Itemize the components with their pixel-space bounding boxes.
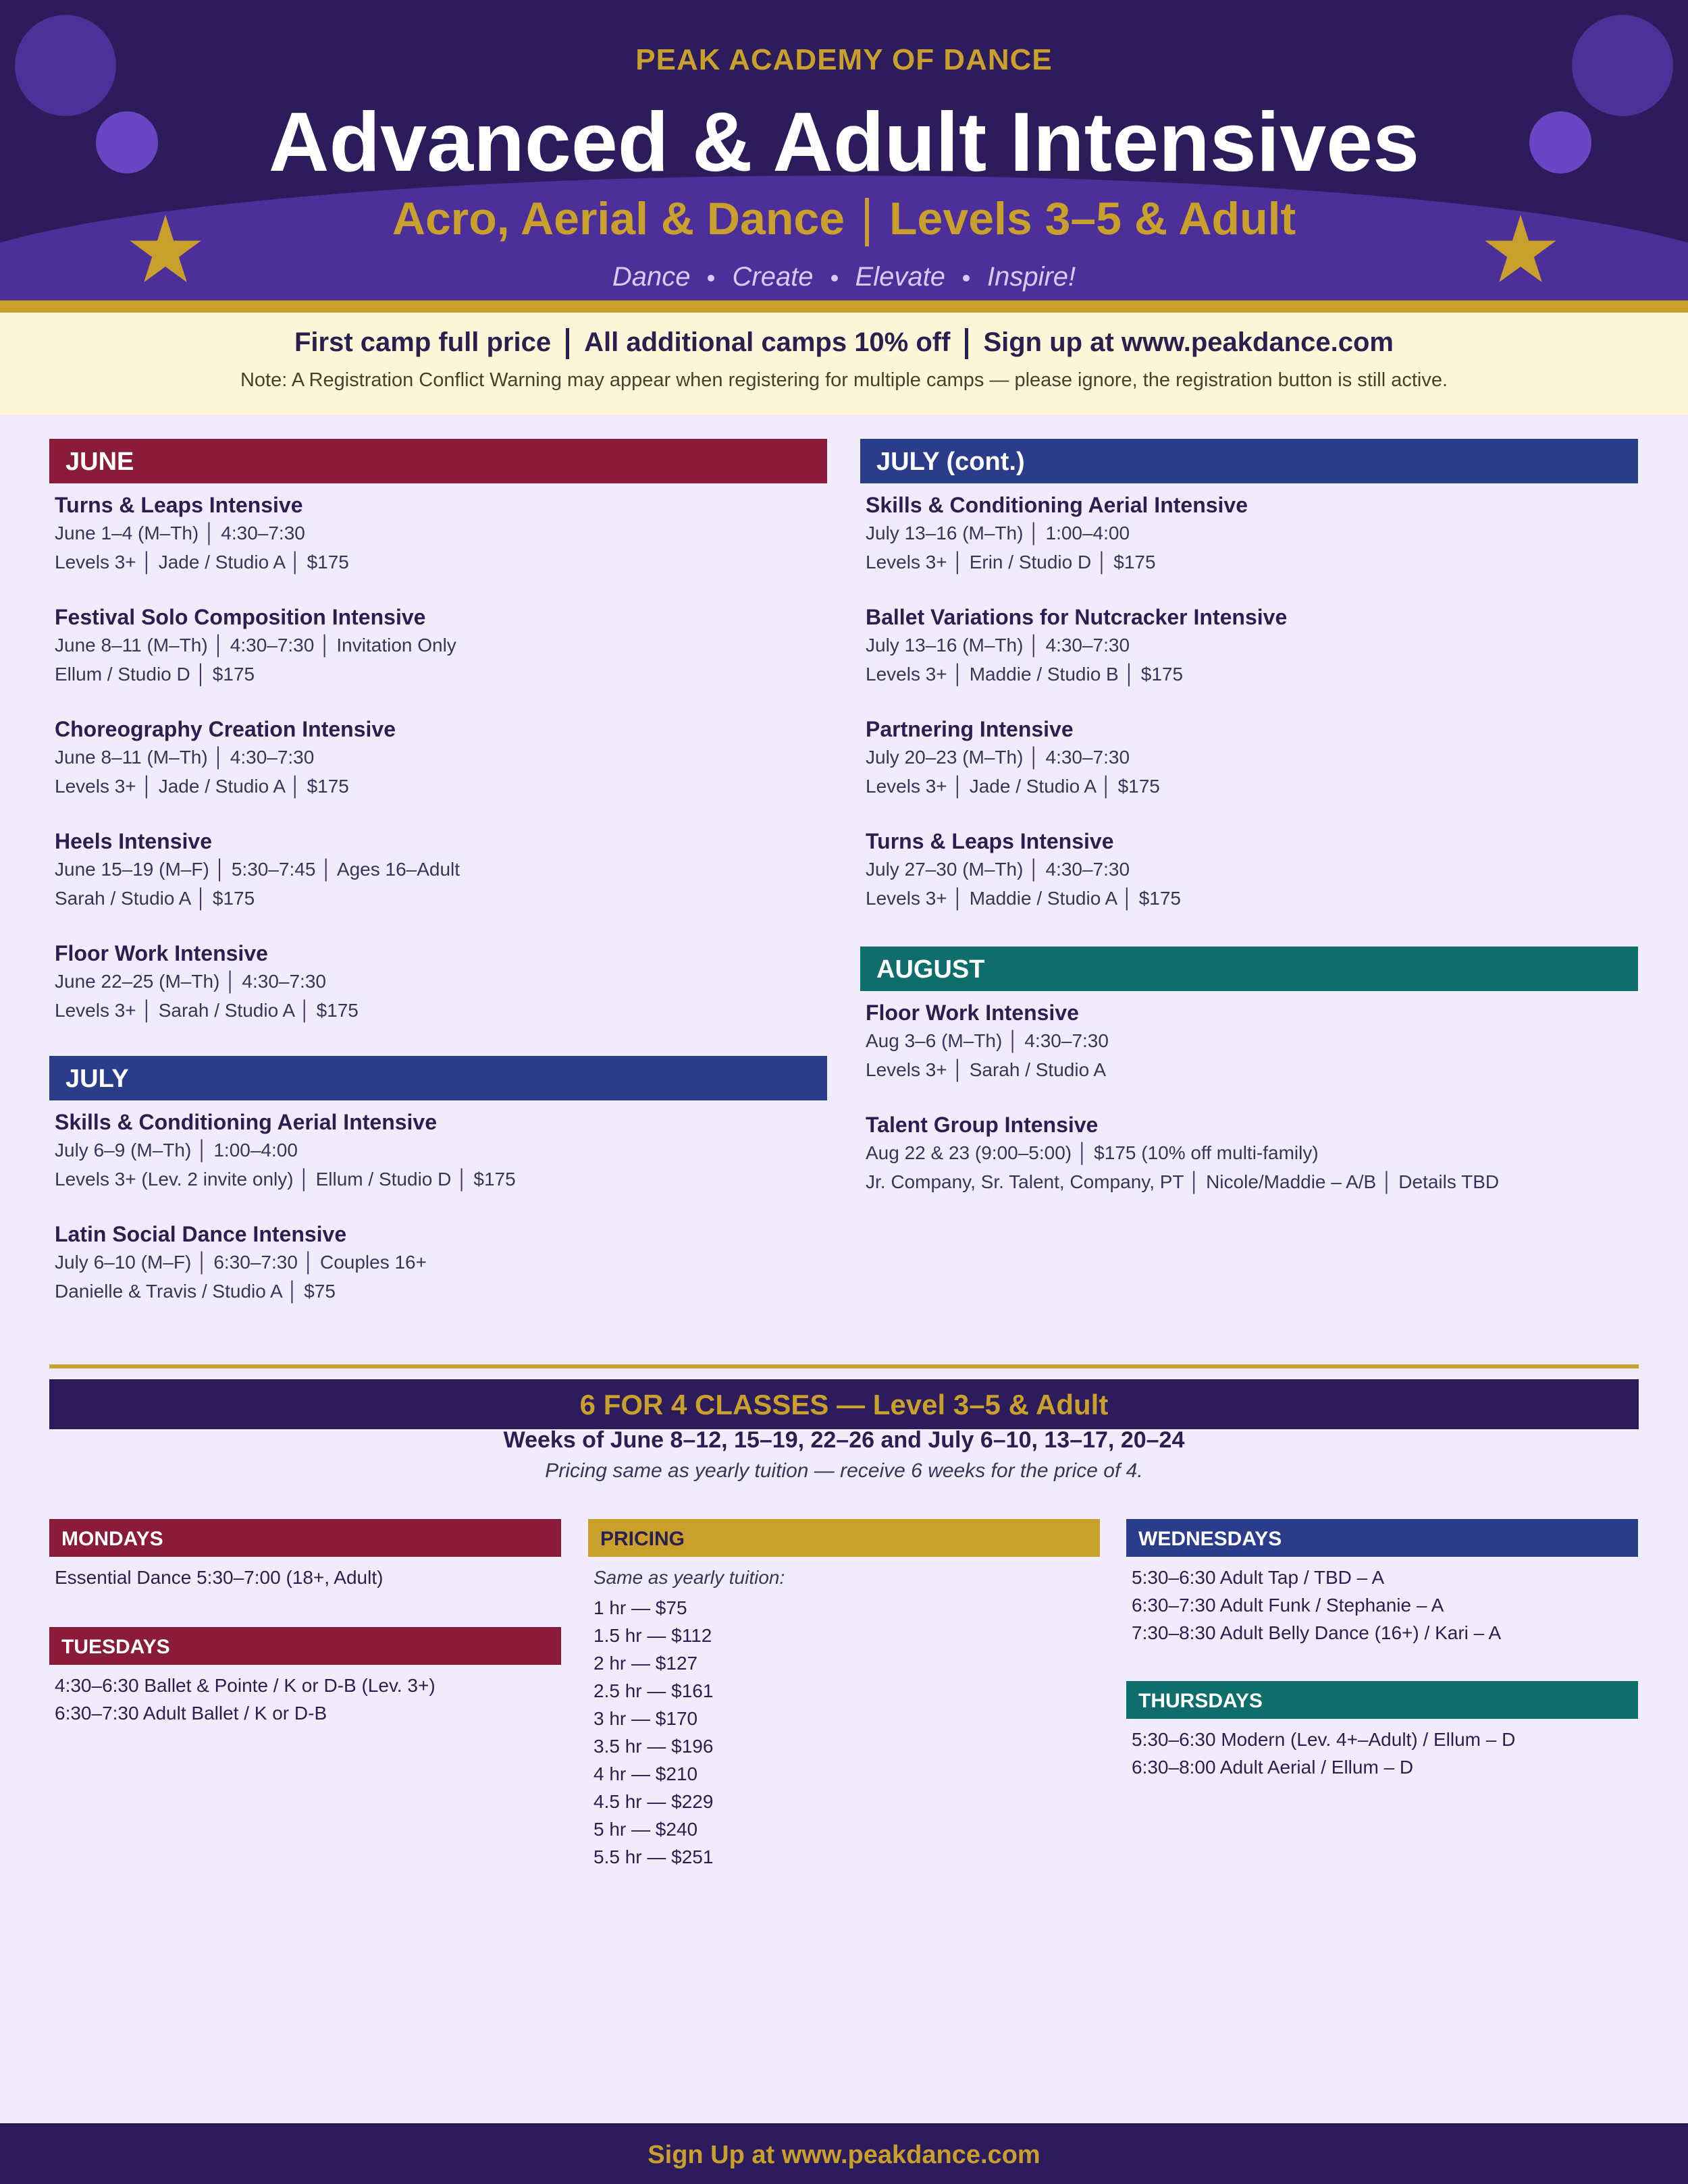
event-schedule: Aug 3–6 (M–Th) │ 4:30–7:30 <box>866 1030 1109 1051</box>
event-title: Ballet Variations for Nutcracker Intensive <box>866 605 1288 629</box>
event-schedule: June 8–11 (M–Th) │ 4:30–7:30 <box>55 747 315 768</box>
price-line: 1.5 hr — $112 <box>594 1625 712 1646</box>
event-details: Levels 3+ │ Jade / Studio A │ $175 <box>55 552 349 572</box>
event-schedule: Aug 22 & 23 (9:00–5:00) │ $175 (10% off multi-family) <box>866 1142 1319 1163</box>
class-day-heading: MONDAYS <box>49 1519 561 1557</box>
event-title: Latin Social Dance Intensive <box>55 1222 347 1246</box>
page-title: Advanced & Adult Intensives <box>268 96 1420 189</box>
divider <box>566 328 569 359</box>
pricing-block <box>588 1519 1100 1871</box>
event-item <box>49 940 827 1025</box>
six-for-four-heading: 6 FOR 4 CLASSES — Level 3–5 & Adult <box>49 1379 1639 1429</box>
event-title: Festival Solo Composition Intensive <box>55 605 426 629</box>
event-schedule: June 15–19 (M–F) │ 5:30–7:45 │ Ages 16–Adult <box>55 859 460 880</box>
month-august <box>860 947 1638 1196</box>
event-schedule: July 6–10 (M–F) │ 6:30–7:30 │ Couples 16+ <box>55 1252 427 1273</box>
event-item <box>49 1221 827 1306</box>
event-details: Danielle & Travis / Studio A │ $75 <box>55 1281 336 1302</box>
class-block-tuesdays <box>49 1627 561 1727</box>
event-item <box>860 491 1638 577</box>
page-subtitle <box>0 192 1688 246</box>
class-day-heading: WEDNESDAYS <box>1126 1519 1638 1557</box>
event-schedule: July 6–9 (M–Th) │ 1:00–4:00 <box>55 1140 298 1161</box>
event-details: Levels 3+ │ Maddie / Studio B │ $175 <box>866 664 1184 685</box>
event-item <box>49 491 827 577</box>
class-block-thursdays <box>1126 1681 1638 1781</box>
price-line: 5 hr — $240 <box>594 1819 698 1840</box>
month-heading: AUGUST <box>860 947 1638 991</box>
notice-signup-link[interactable]: Sign up at www.peakdance.com <box>983 327 1394 357</box>
price-line: 3.5 hr — $196 <box>594 1736 714 1757</box>
class-line: 7:30–8:30 Adult Belly Dance (16+) / Kari – A <box>1132 1622 1502 1643</box>
event-title: Floor Work Intensive <box>866 1001 1079 1025</box>
event-item <box>860 828 1638 913</box>
event-title: Talent Group Intensive <box>866 1113 1099 1137</box>
class-line: 6:30–7:30 Adult Ballet / K or D-B <box>55 1703 327 1724</box>
class-line: 5:30–6:30 Modern (Lev. 4+–Adult) / Ellum – D <box>1132 1729 1516 1750</box>
event-schedule: July 27–30 (M–Th) │ 4:30–7:30 <box>866 859 1130 880</box>
event-title: Turns & Leaps Intensive <box>866 829 1114 853</box>
price-line: 3 hr — $170 <box>594 1708 698 1729</box>
event-title: Skills & Conditioning Aerial Intensive <box>55 1110 438 1134</box>
event-item <box>860 604 1638 689</box>
class-block-mondays <box>49 1519 561 1591</box>
notice-note: Note: A Registration Conflict Warning may appear when registering for multiple camps — please ignore, the registration button is still active. <box>240 369 1448 391</box>
tagline-word: Dance <box>612 262 691 292</box>
subtitle-levels: Levels 3–5 & Adult <box>889 193 1296 244</box>
tagline-word: Elevate <box>855 262 945 292</box>
class-line: 6:30–7:30 Adult Funk / Stephanie – A <box>1132 1595 1444 1616</box>
class-line: Essential Dance 5:30–7:00 (18+, Adult) <box>55 1567 384 1588</box>
month-heading: JULY (cont.) <box>860 439 1638 483</box>
pricing-heading: PRICING <box>588 1519 1100 1557</box>
event-item <box>49 828 827 913</box>
event-title: Turns & Leaps Intensive <box>55 493 303 517</box>
event-schedule: June 1–4 (M–Th) │ 4:30–7:30 <box>55 523 305 543</box>
event-details: Levels 3+ │ Maddie / Studio A │ $175 <box>866 888 1181 909</box>
bullet-icon <box>963 275 970 282</box>
event-details: Levels 3+ │ Erin / Studio D │ $175 <box>866 552 1156 572</box>
event-details: Levels 3+ │ Jade / Studio A │ $175 <box>866 776 1160 797</box>
event-details: Levels 3+ │ Sarah / Studio A │ $175 <box>55 1000 359 1021</box>
event-item <box>860 999 1638 1084</box>
event-title: Heels Intensive <box>55 829 212 853</box>
header-banner <box>0 0 1688 300</box>
event-details: Levels 3+ │ Jade / Studio A │ $175 <box>55 776 349 797</box>
event-title: Skills & Conditioning Aerial Intensive <box>866 493 1248 517</box>
price-line: 5.5 hr — $251 <box>594 1846 714 1867</box>
event-schedule: July 13–16 (M–Th) │ 4:30–7:30 <box>866 635 1130 656</box>
gold-divider <box>0 300 1688 313</box>
event-item <box>860 716 1638 801</box>
pricing-note: Same as yearly tuition: <box>594 1567 785 1588</box>
six-for-four-note: Pricing same as yearly tuition — receive 6 weeks for the price of 4. <box>545 1460 1143 1482</box>
event-details: Sarah / Studio A │ $175 <box>55 888 255 909</box>
price-line: 1 hr — $75 <box>594 1597 687 1618</box>
tagline <box>0 262 1688 292</box>
class-line: 4:30–6:30 Ballet & Pointe / K or D-B (Lev. 3+) <box>55 1675 436 1696</box>
month-june <box>49 439 827 1025</box>
event-item <box>49 1109 827 1194</box>
month-heading: JUNE <box>49 439 827 483</box>
notice-discount: All additional camps 10% off <box>584 327 951 357</box>
month-july-cont <box>860 439 1638 913</box>
footer-signup-link[interactable]: Sign Up at www.peakdance.com <box>0 2123 1688 2184</box>
price-line: 2.5 hr — $161 <box>594 1680 714 1701</box>
event-details: Levels 3+ │ Sarah / Studio A <box>866 1059 1107 1080</box>
divider <box>965 328 968 359</box>
price-line: 4.5 hr — $229 <box>594 1791 714 1812</box>
price-line: 4 hr — $210 <box>594 1763 698 1784</box>
event-item <box>860 1111 1638 1196</box>
event-schedule: June 8–11 (M–Th) │ 4:30–7:30 │ Invitation Only <box>55 635 456 656</box>
event-title: Choreography Creation Intensive <box>55 717 396 741</box>
event-details: Ellum / Studio D │ $175 <box>55 664 255 685</box>
notice-headline <box>0 327 1688 359</box>
event-title: Floor Work Intensive <box>55 941 268 965</box>
event-title: Partnering Intensive <box>866 717 1074 741</box>
price-line: 2 hr — $127 <box>594 1653 698 1674</box>
subtitle-programs: Acro, Aerial & Dance <box>392 193 845 244</box>
notice-full-price: First camp full price <box>294 327 552 357</box>
class-line: 5:30–6:30 Adult Tap / TBD – A <box>1132 1567 1385 1588</box>
event-schedule: July 20–23 (M–Th) │ 4:30–7:30 <box>866 747 1130 768</box>
class-line: 6:30–8:00 Adult Aerial / Ellum – D <box>1132 1757 1414 1778</box>
event-details: Levels 3+ (Lev. 2 invite only) │ Ellum / Studio D │ $175 <box>55 1169 516 1190</box>
bullet-icon <box>831 275 838 282</box>
event-schedule: June 22–25 (M–Th) │ 4:30–7:30 <box>55 971 326 992</box>
month-july <box>49 1056 827 1306</box>
bullet-icon <box>708 275 714 282</box>
tagline-word: Inspire! <box>986 262 1076 292</box>
class-block-wednesdays <box>1126 1519 1638 1647</box>
six-for-four-weeks: Weeks of June 8–12, 15–19, 22–26 and July 6–10, 13–17, 20–24 <box>503 1427 1185 1453</box>
event-item <box>49 716 827 801</box>
event-schedule: July 13–16 (M–Th) │ 1:00–4:00 <box>866 523 1130 543</box>
class-day-heading: THURSDAYS <box>1126 1681 1638 1719</box>
tagline-word: Create <box>732 262 814 292</box>
divider <box>865 198 869 246</box>
event-item <box>49 604 827 689</box>
event-details: Jr. Company, Sr. Talent, Company, PT │ Nicole/Maddie – A/B │ Details TBD <box>866 1171 1500 1192</box>
month-heading: JULY <box>49 1056 827 1100</box>
class-day-heading: TUESDAYS <box>49 1627 561 1665</box>
academy-name: PEAK ACADEMY OF DANCE <box>635 43 1053 76</box>
gold-divider <box>49 1364 1639 1368</box>
pricing-notice <box>0 313 1688 415</box>
